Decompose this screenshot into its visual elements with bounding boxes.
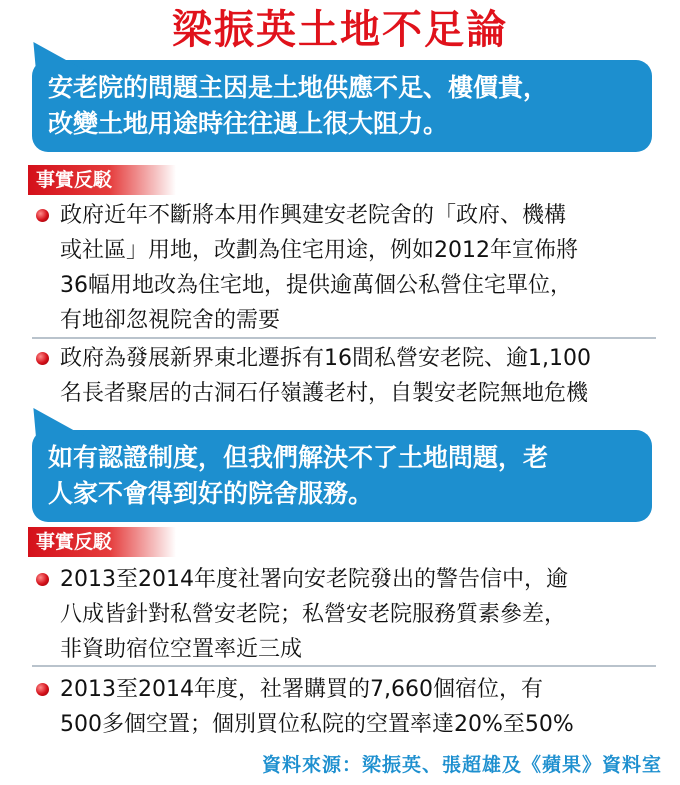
quote-bubble-2 [32, 430, 652, 522]
item-line: 2013至2014年度社署向安老院發出的警告信中，逾 [60, 567, 568, 592]
item-line: 有地卻忽視院舍的需要 [60, 308, 281, 333]
item-line: 非資助宿位空置率近三成 [60, 637, 303, 662]
list-item [36, 341, 664, 411]
divider [32, 665, 656, 667]
quote-bubble-1 [32, 60, 652, 152]
divider [32, 337, 656, 339]
quote-line: 人家不會得到好的院舍服務。 [48, 479, 374, 508]
item-line: 或社區」用地，改劃為住宅用途，例如2012年宣佈將 [60, 238, 578, 263]
bullet-icon [36, 209, 49, 222]
list-item [36, 672, 664, 742]
page-title: 梁振英土地不足論 [172, 7, 508, 53]
item-line: 500多個空置；個別買位私院的空置率達20%至50% [60, 712, 574, 737]
list-item [36, 198, 664, 338]
bullet-icon [36, 683, 49, 696]
quote-line: 改變土地用途時往往遇上很大阻力。 [48, 109, 449, 138]
bullet-icon [36, 573, 49, 586]
bullet-icon [36, 352, 49, 365]
item-line: 政府為發展新界東北遷拆有16間私營安老院、逾1,100 [60, 346, 591, 371]
item-line: 政府近年不斷將本用作興建安老院舍的「政府、機構 [60, 203, 567, 228]
item-line: 36幅用地改為住宅地，提供逾萬個公私營住宅單位， [60, 273, 572, 298]
source-credit: 資料來源：梁振英、張超雄及《蘋果》資料室 [261, 754, 662, 776]
rebuttal-label: 事實反駁 [28, 527, 176, 557]
item-line: 名長者聚居的古洞石仔嶺護老村，自製安老院無地危機 [60, 381, 589, 406]
item-line: 八成皆針對私營安老院；私營安老院服務質素參差， [60, 602, 567, 627]
quote-line: 安老院的問題主因是土地供應不足、樓價貴， [48, 73, 549, 102]
quote-line: 如有認證制度，但我們解決不了土地問題，老 [48, 443, 549, 472]
rebuttal-label: 事實反駁 [28, 165, 176, 195]
list-item [36, 562, 664, 667]
item-line: 2013至2014年度，社署購買的7,660個宿位，有 [60, 677, 543, 702]
speech-tail [11, 408, 98, 444]
